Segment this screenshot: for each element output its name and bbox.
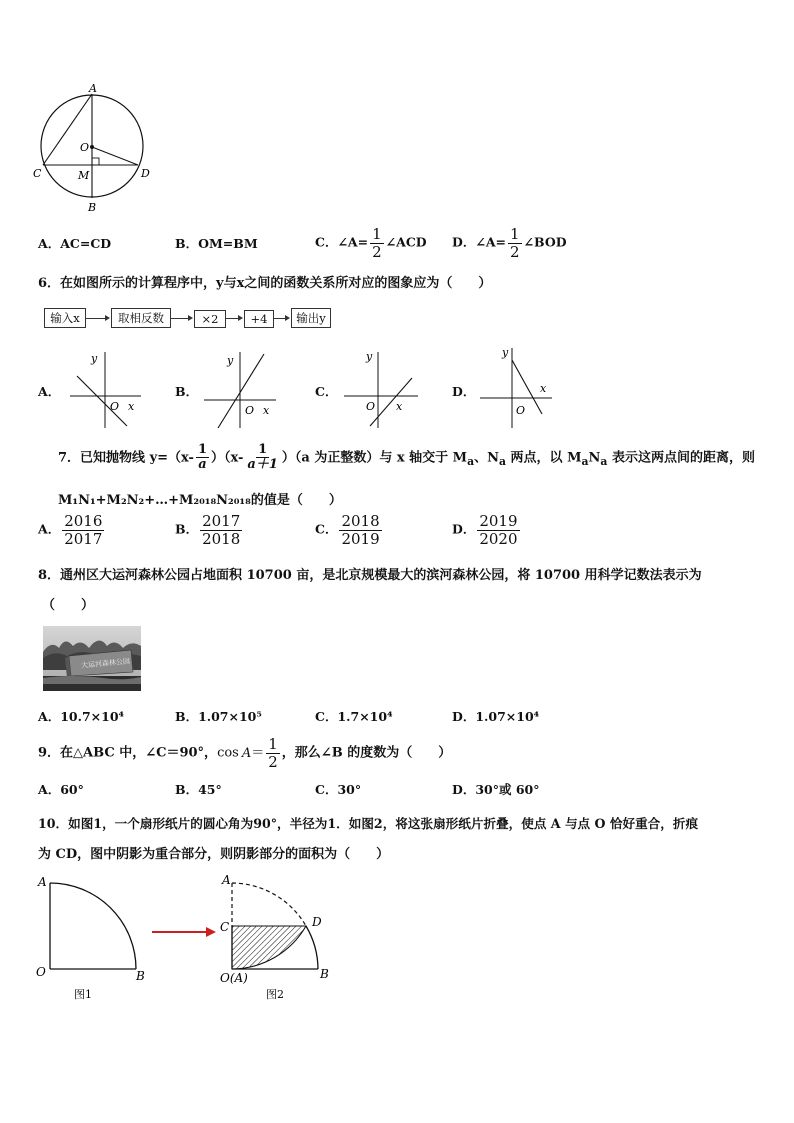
q10-red-arrow — [150, 925, 220, 939]
q8-stem: 8．通州区大运河森林公园占地面积 10700 亩，是北京规模最大的滨河森林公园，将 10700 用科学记数法表示为 — [38, 568, 702, 583]
q8-photo-sign: 大运河森林公园 — [80, 657, 131, 670]
q9-num: 1 — [268, 735, 278, 753]
q7-option-c-label: C． — [315, 521, 338, 537]
q7-a-den: 2017 — [64, 529, 103, 548]
q6-flow-arrow-4 — [273, 318, 285, 319]
q7-option-c — [315, 513, 384, 547]
q5-option-c-prefix: C．∠A= — [315, 234, 369, 250]
q10-fig2-B: B — [320, 967, 329, 981]
q6-d-x: x — [540, 382, 547, 395]
q7-stem-4: 、N — [474, 450, 499, 466]
q6-c-o: O — [366, 400, 376, 413]
q10-stem-line1: 10．如图1，一个扇形纸片的圆心角为90°，半径为1．如图2，将这张扇形纸片折叠，使点 A 与点 O 恰好重合，折痕 — [38, 816, 699, 831]
q6-c-x: x — [396, 400, 403, 413]
q7-frac2 — [245, 443, 279, 473]
q6-b-o: O — [245, 404, 255, 417]
q6-d-o: O — [516, 404, 526, 417]
q7-c-num: 2018 — [341, 512, 380, 530]
q8-park-photo — [43, 626, 141, 691]
q7-b-num: 2017 — [202, 512, 241, 530]
q7-option-d-frac — [477, 513, 519, 547]
q8-option-d: D．1.07×10⁴ — [452, 709, 540, 724]
q6-flow-arrow-1 — [85, 318, 106, 319]
q5-option-d-suffix: ∠BOD — [523, 234, 567, 250]
q5-option-c — [315, 226, 427, 260]
q7-stem-5: 两点，以 M — [506, 450, 582, 466]
q9-option-c: C．30° — [315, 782, 362, 797]
q7-frac1-num: 1 — [197, 442, 207, 457]
q8-option-c: C．1.7×10⁴ — [315, 709, 393, 724]
q10-figure-2 — [218, 868, 343, 1002]
q9-stem — [38, 736, 451, 770]
q5-option-d — [452, 226, 567, 260]
q9-cos: cos — [217, 745, 239, 761]
q5-option-a: A．AC=CD — [38, 236, 112, 251]
q8-blank: （ ） — [42, 598, 95, 613]
q7-option-b-frac — [200, 513, 242, 547]
q9-eq: ＝ — [251, 745, 265, 761]
q6-option-a-label: A． — [38, 384, 61, 399]
q6-graph-b — [200, 348, 280, 430]
q9-stem-2: ，那么∠B 的度数为（ ） — [281, 745, 452, 761]
q7-a-num: 2016 — [64, 512, 103, 530]
q8-option-b: B．1.07×10⁵ — [175, 709, 262, 724]
q6-flow-output: 输出y — [291, 308, 331, 328]
q6-a-x: x — [128, 400, 135, 413]
q5-label-M: M — [78, 169, 90, 182]
q6-flow-arrowhead-1 — [105, 315, 110, 321]
q6-option-b-label: B． — [175, 384, 199, 399]
q7-b-den: 2018 — [202, 529, 241, 548]
q10-figure-1 — [34, 870, 154, 1002]
q6-graph-c — [340, 348, 420, 430]
q9-den: 2 — [268, 752, 278, 771]
q5-option-d-fraction — [508, 226, 522, 260]
q6-option-c-label: C． — [315, 384, 338, 399]
q5-c-den: 2 — [372, 242, 382, 261]
q6-a-o: O — [110, 400, 120, 413]
q10-fig2-A: A — [222, 873, 231, 887]
q7-option-d — [452, 513, 522, 547]
q6-option-d-label: D． — [452, 384, 476, 399]
q10-fig2-D: D — [312, 915, 322, 929]
q7-option-b-label: B． — [175, 521, 199, 537]
q7-frac1 — [196, 443, 209, 473]
q7-stem-line2: M₁N₁+M₂N₂+…+M₂₀₁₈N₂₀₁₈的值是（ ） — [58, 493, 342, 508]
q5-option-b: B．OM=BM — [175, 236, 258, 251]
q10-fig2-caption: 图2 — [266, 988, 284, 1001]
q7-frac2-num: 1 — [258, 442, 268, 457]
q6-flow-arrowhead-3 — [238, 315, 243, 321]
q9-stem-1: 9．在△ABC 中，∠C＝90°， — [38, 745, 218, 761]
q6-stem: 6．在如图所示的计算程序中，y与x之间的函数关系所对应的图象应为（ ） — [38, 276, 492, 291]
q9-option-d: D．30°或 60° — [452, 782, 540, 797]
q7-option-c-frac — [339, 513, 381, 547]
q9-frac — [266, 736, 280, 770]
q10-fig1-O: O — [36, 965, 46, 979]
q7-c-den: 2019 — [341, 529, 380, 548]
q5-label-A: A — [89, 82, 97, 95]
q6-graph-a — [65, 348, 145, 430]
q8-option-a: A．10.7×10⁴ — [38, 709, 124, 724]
q7-option-a — [38, 513, 106, 547]
q6-flow-times2: ×2 — [194, 310, 226, 328]
q6-flow-input: 输入x — [44, 308, 86, 328]
q10-stem-line2: 为 CD，图中阴影为重合部分，则阴影部分的面积为（ ） — [38, 847, 390, 862]
q7-stem-7: 表示这两点间的距离，则 — [607, 450, 755, 466]
q7-option-a-frac — [62, 513, 104, 547]
q9-var: A — [241, 745, 252, 761]
q7-frac1-den: a — [198, 457, 207, 473]
q5-label-O: O — [80, 141, 90, 154]
q7-stem-1: 7．已知抛物线 y=（x- — [58, 450, 194, 466]
q7-stem-line1 — [58, 443, 755, 473]
q5-label-D: D — [141, 167, 150, 180]
q6-flow-arrowhead-2 — [188, 315, 193, 321]
q10-fig2-OA: O(A) — [220, 971, 248, 985]
q9-option-b: B．45° — [175, 782, 222, 797]
q5-label-B: B — [88, 201, 97, 214]
q5-d-den: 2 — [510, 242, 520, 261]
q6-flow-arrow-3 — [225, 318, 238, 319]
q6-flow-negate: 取相反数 — [111, 308, 171, 328]
q7-stem-3: ）（a 为正整数）与 x 轴交于 M — [281, 450, 468, 466]
q6-b-y: y — [227, 354, 234, 367]
q5-option-c-suffix: ∠ACD — [385, 234, 427, 250]
q10-fig1-caption: 图1 — [74, 988, 92, 1001]
q7-sub-1: a — [467, 454, 475, 468]
q9-option-a: A．60° — [38, 782, 84, 797]
q7-sub-2: a — [498, 454, 507, 468]
q6-flow-arrow-2 — [170, 318, 188, 319]
q6-flow-plus4: +4 — [244, 310, 274, 328]
q7-option-b — [175, 513, 244, 547]
q6-c-y: y — [366, 350, 373, 363]
q10-fig1-A: A — [38, 875, 47, 889]
q7-stem-6: N — [588, 450, 601, 466]
q5-option-d-prefix: D．∠A= — [452, 234, 506, 250]
q7-frac2-den: a＋1 — [247, 457, 278, 473]
q7-option-a-label: A． — [38, 521, 61, 537]
q6-b-x: x — [263, 404, 270, 417]
q5-c-num: 1 — [372, 225, 382, 243]
q5-d-num: 1 — [510, 225, 520, 243]
q6-d-y: y — [502, 346, 509, 359]
q7-sub-4: a — [600, 454, 608, 468]
q7-option-d-label: D． — [452, 521, 476, 537]
q10-fig2-C: C — [220, 920, 230, 934]
q7-sub-3: a — [581, 454, 589, 468]
q5-circle-figure — [30, 80, 160, 215]
q6-a-y: y — [91, 352, 98, 365]
q5-label-C: C — [33, 167, 42, 180]
q6-graph-d — [478, 344, 558, 430]
q7-d-num: 2019 — [479, 512, 518, 530]
q10-fig1-B: B — [136, 969, 145, 983]
q7-stem-2: ）（x- — [210, 450, 244, 466]
q7-d-den: 2020 — [479, 529, 518, 548]
q5-option-c-fraction — [370, 226, 384, 260]
q6-flow-arrowhead-4 — [285, 315, 290, 321]
